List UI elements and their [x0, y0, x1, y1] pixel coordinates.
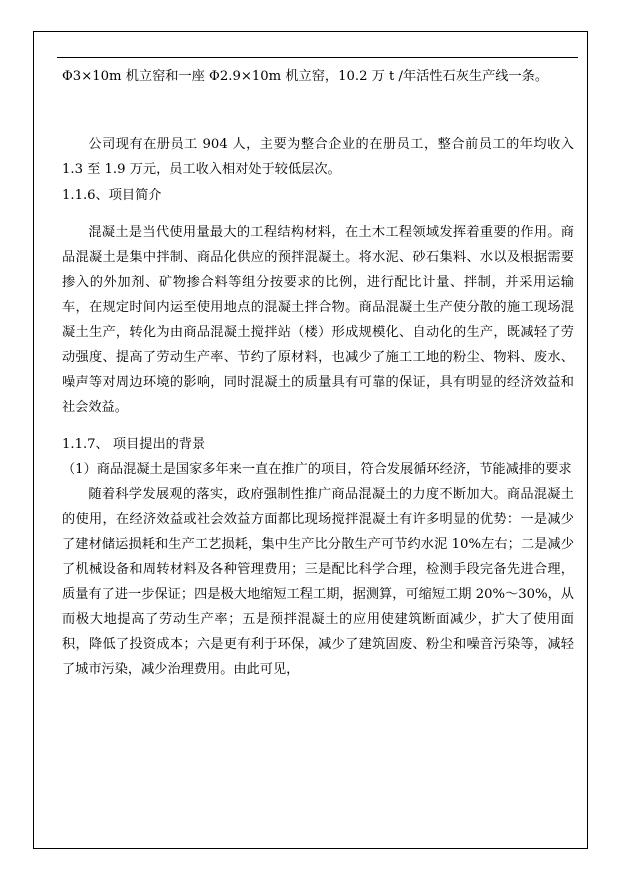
subheading-policy: （1）商品混凝土是国家多年来一直在推广的项目，符合发展循环经济，节能减排的要求	[62, 462, 572, 477]
paragraph-advantages: 随着科学发展观的落实，政府强制性推广商品混凝土的力度不断加大。商品混凝土的使用，在经济效益或社会效益方面都比现场搅拌混凝土有许多明显的优势：一是减少了建材储运损耗和生产工艺损耗，集中生产比分散生产可节约水泥 10%左右；二是减少了机械设备和周转材料及各种管理费用；三是配比科学合理，检测手段完备先进合理，质量有了进一步保证；四是极大地缩短工程工期，据测算，可缩短工期 20%～30%，从而极大地提高了劳动生产率；五是预拌混凝土的应用使建筑断面减少，扩大了使用面积，降低了投资成本；六是更有利于环保，减少了建筑固废、粉尘和噪音污染等，减轻了城市污染，减少治理费用。由此可见，	[62, 487, 574, 677]
paragraph-kiln-line: Φ3×10m 机立窑和一座 Φ2.9×10m 机立窑，10.2 万 t /年活性石灰生产线一条。	[62, 69, 549, 84]
paragraph-employees: 公司现有在册员工 904 人，主要为整合企业的在册员工，整合前员工的年均收入 1.3 至 1.9 万元，员工收入相对处于较低层次。	[62, 137, 574, 177]
document-body	[62, 64, 574, 682]
paragraph-concrete-intro: 混凝土是当代使用量最大的工程结构材料，在土木工程领域发挥着重要的作用。商品混凝土是集中拌制、商品化供应的预拌混凝土。将水泥、砂石集料、水以及根据需要掺入的外加剂、矿物掺合料等组分按要求的比例，进行配比计量、拌制，并采用运输车，在规定时间内运至使用地点的混凝土拌合物。商品混凝土生产使分散的施工现场混凝土生产，转化为由商品混凝土搅拌站（楼）形成规模化、自动化的生产，既减轻了劳动强度、提高了劳动生产率、节约了原材料，也减少了施工工地的粉尘、物料、废水、噪声等对周边环境的影响，同时混凝土的质量具有可靠的保证，具有明显的经济效益和社会效益。	[62, 225, 574, 415]
header-rule	[57, 57, 578, 58]
heading-project-intro: 1.1.6、项目简介	[62, 188, 162, 203]
heading-project-background: 1.1.7、 项目提出的背景	[62, 437, 206, 452]
